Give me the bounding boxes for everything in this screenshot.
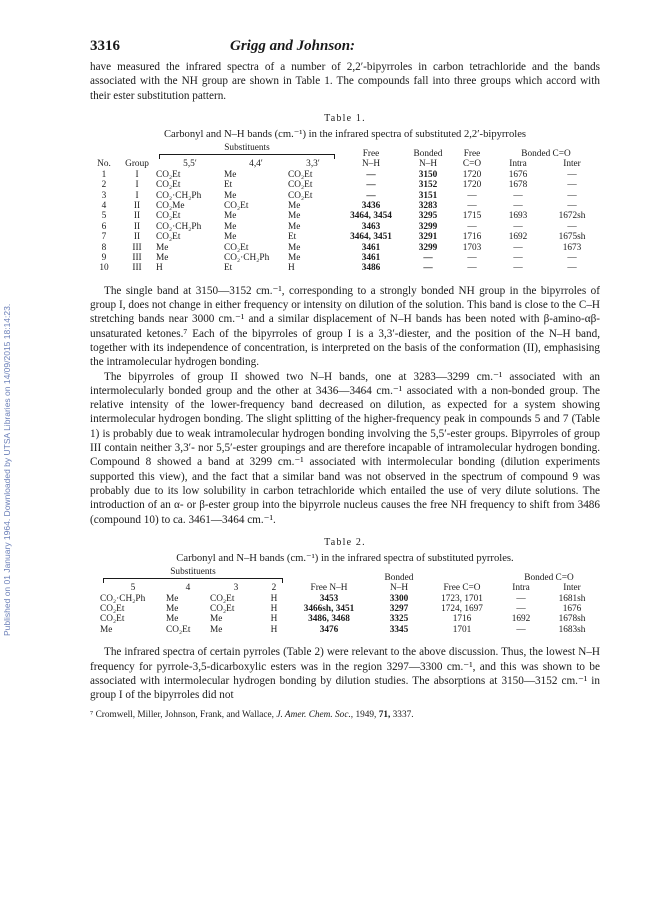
table-cell: —: [366, 169, 376, 180]
table-cell: Me: [166, 604, 179, 615]
table-row: [90, 170, 600, 180]
table-cell: Me: [288, 242, 301, 253]
table-cell: —: [467, 190, 477, 201]
table-cell: 3461: [361, 252, 381, 263]
table-cell: —: [567, 190, 577, 201]
table1-header-bonded-nh-2: N–H: [418, 159, 438, 170]
table2-caption: Carbonyl and N–H bands (cm.⁻¹) in the infrared spectra of substituted pyrroles.: [176, 552, 514, 564]
table-cell: Me: [288, 200, 301, 211]
table-cell: CO₂Et: [210, 604, 235, 615]
table-cell: 8: [101, 242, 107, 253]
table-cell: —: [567, 252, 577, 263]
table-cell: Et: [224, 263, 233, 274]
table-cell: CO₂Et: [100, 614, 125, 625]
footnote-year: 1949,: [355, 710, 377, 721]
table-cell: —: [467, 252, 477, 263]
table-cell: Me: [210, 624, 223, 635]
table-cell: 1723, 1701: [441, 593, 483, 604]
table1-header-free-nh-2: N–H: [361, 159, 381, 170]
table-cell: 1716: [462, 232, 482, 243]
table-cell: 3151: [418, 190, 438, 201]
table1-substituents-header: Substituents: [156, 143, 338, 159]
table-cell: 3299: [418, 221, 438, 232]
table-cell: —: [567, 263, 577, 274]
table-cell: —: [567, 221, 577, 232]
table-cell: 1676: [508, 169, 528, 180]
table-cell: 1692: [508, 232, 528, 243]
table-cell: CO₂Et: [156, 232, 181, 243]
table-cell: 3476: [319, 624, 339, 635]
table1-header-bonded-co: Bonded C=O: [521, 148, 571, 159]
table2-header-inter: Inter: [563, 583, 581, 594]
table-cell: 3299: [418, 242, 438, 253]
table-cell: CO₂Me: [156, 200, 185, 211]
footnote-authors: Cromwell, Miller, Johnson, Frank, and Wallace,: [95, 710, 274, 721]
footnote-volume: 71,: [378, 710, 391, 721]
table-cell: Me: [224, 211, 237, 222]
table-cell: —: [467, 221, 477, 232]
table-cell: 3464, 3454: [350, 211, 392, 222]
table2-header-bonded-nh-2: N–H: [389, 583, 409, 594]
table1-header-no: No.: [97, 159, 111, 170]
table-cell: 1716: [452, 614, 472, 625]
table-cell: 1724, 1697: [441, 604, 483, 615]
table1-header-bonded-nh: Bonded: [413, 148, 443, 159]
table-cell: 2: [101, 180, 107, 191]
table-cell: —: [516, 624, 526, 635]
table-cell: Me: [288, 211, 301, 222]
paragraph-2: The bipyrroles of group II showed two N–H bands, one at 3283—3299 cm.⁻¹ associated with an intermolecularly bonded group and the other at 3436—3464 cm.⁻¹ associated with a non-bonded group. The relative intensity of the lower-frequency band decreased on dilution, as expected for a system showing intermolecular hydrogen bonding. The slight splitting of the higher-frequency peak in compounds 5 and 7 (Table 1) is probably due to weak intramolecular hydrogen bonding involving the 5,5′-ester groups. Bipyrroles of group III contain neither 3,3′- nor 5,5′-ester groupings and are therefore incapable of intramolecular hydrogen bonding. Compound 8 showed a band at 3299 cm.⁻¹ associated with intermolecular bonding (dilution experiments supported this view), and the fact that a similar band was not observed in the spectrum of compound 9 was probably due to its low solubility in carbon tetrachloride which entailed the use of very dilute solutions. The introduction of an α- or β-ester group into the bipyrrole nucleus causes the free NH frequency to shift from 3486 (compound 10) to ca. 3461—3464 cm.⁻¹.: [90, 370, 600, 526]
table-row: [90, 222, 600, 232]
table-cell: 1681sh: [558, 593, 586, 604]
table1-header-free-co-2: C=O: [462, 159, 482, 170]
table-cell: 6: [101, 221, 107, 232]
table-row: [90, 201, 600, 211]
table2-title: Table 2.: [324, 536, 366, 548]
table-cell: CO₂·CH₂Ph: [156, 221, 202, 232]
table-cell: —: [513, 263, 523, 274]
table-cell: 1676: [562, 604, 582, 615]
table-cell: 1683sh: [558, 624, 586, 635]
table-cell: 1673: [562, 242, 582, 253]
table-cell: CO₂Et: [288, 169, 313, 180]
table-cell: —: [467, 200, 477, 211]
page-header: [90, 38, 600, 60]
table2-header-free-co: Free C=O: [443, 583, 481, 594]
table-cell: Me: [210, 614, 223, 625]
table-cell: Me: [288, 221, 301, 232]
running-head: Grigg and Johnson:: [230, 38, 356, 54]
table-cell: 1: [101, 169, 107, 180]
table-cell: CO₂Et: [288, 190, 313, 201]
page: [90, 38, 600, 720]
table-cell: II: [133, 232, 141, 243]
table-cell: —: [567, 180, 577, 191]
footnote-page: 3337.: [392, 710, 414, 721]
table-row: [90, 191, 600, 201]
table-cell: 3297: [389, 604, 409, 615]
table-cell: 1678: [508, 180, 528, 191]
table-cell: 1675sh: [558, 232, 586, 243]
table-row: [90, 232, 600, 242]
table2-header-4: 4: [185, 583, 191, 594]
table-cell: —: [567, 200, 577, 211]
table1-header-inter: Inter: [563, 159, 581, 170]
intro-paragraph: have measured the infrared spectra of a number of 2,2′-bipyrroles in carbon tetrachloride and the bands associated with the NH group are shown in Table 1. The compounds fall into three groups which accord with their ester substitution pattern.: [90, 61, 600, 102]
table-cell: 3461: [361, 242, 381, 253]
table-cell: H: [270, 604, 278, 615]
table2-header-2: 2: [271, 583, 277, 594]
table-cell: II: [133, 221, 141, 232]
table-cell: 3345: [389, 624, 409, 635]
table1-caption: Carbonyl and N–H bands (cm.⁻¹) in the infrared spectra of substituted 2,2′-bipyrroles: [163, 128, 527, 140]
table-cell: III: [132, 263, 142, 274]
table-cell: —: [513, 242, 523, 253]
table1-title: Table 1.: [324, 112, 366, 124]
table-cell: 3486: [361, 263, 381, 274]
table1-header-33: 3,3′: [306, 159, 320, 170]
table-cell: —: [366, 180, 376, 191]
table-cell: Me: [224, 190, 237, 201]
table2-header-free-nh: Free N–H: [310, 583, 348, 594]
table-cell: H: [270, 614, 278, 625]
table-cell: Me: [224, 221, 237, 232]
table2-header-bonded-nh: Bonded: [384, 572, 414, 583]
table-cell: —: [567, 169, 577, 180]
table-cell: 3: [101, 190, 107, 201]
table-cell: CO₂·CH₂Ph: [224, 252, 270, 263]
table-cell: II: [133, 211, 141, 222]
table-cell: —: [467, 263, 477, 274]
table-cell: 7: [101, 232, 107, 243]
table2-header-3: 3: [233, 583, 239, 594]
table-cell: —: [513, 200, 523, 211]
table1: [90, 143, 600, 274]
table-cell: 3466sh, 3451: [303, 604, 355, 615]
table-cell: 3436: [361, 200, 381, 211]
table-cell: —: [516, 604, 526, 615]
table2-substituents-header: Substituents: [100, 567, 286, 583]
table-cell: III: [132, 252, 142, 263]
table-cell: 9: [101, 252, 107, 263]
table-cell: I: [135, 190, 139, 201]
table-cell: 5: [101, 211, 107, 222]
table-cell: 1701: [452, 624, 472, 635]
table1-header-44: 4,4′: [249, 159, 263, 170]
table-row: [100, 625, 600, 635]
table-cell: —: [513, 221, 523, 232]
table-cell: 4: [101, 200, 107, 211]
table-cell: Me: [288, 252, 301, 263]
table-cell: CO₂·CH₂Ph: [156, 190, 202, 201]
table-cell: —: [423, 252, 433, 263]
table-cell: CO₂Et: [224, 200, 249, 211]
table-cell: 1720: [462, 180, 482, 191]
table-row: [90, 253, 600, 263]
table-cell: 3291: [418, 232, 438, 243]
page-number: 3316: [90, 38, 120, 54]
table-cell: —: [513, 190, 523, 201]
table-cell: CO₂Et: [100, 604, 125, 615]
table-cell: H: [270, 624, 278, 635]
table1-header-free-co: Free: [463, 148, 481, 159]
table-cell: CO₂Et: [156, 211, 181, 222]
table-cell: 3464, 3451: [350, 232, 392, 243]
table-row: [100, 614, 600, 624]
side-note: Published on 01 January 1964. Downloaded by UTSA Libraries on 14/09/2015 18:14:23.: [2, 303, 12, 637]
table-cell: CO₂Et: [288, 180, 313, 191]
table1-header-intra: Intra: [509, 159, 527, 170]
table-row: [90, 263, 600, 273]
paragraph-1: The single band at 3150—3152 cm.⁻¹, corresponding to a strongly bonded NH group in the bipyrroles of group I, does not change in either frequency or intensity on dilution of the solution. This band is close to the C–H stretching bands near 3000 cm.⁻¹ and a similar displacement of N–H bands has been noted with β-amino-αβ-unsaturated ketones.⁷ Each of the bipyrroles of group I is a 3,3′-diester, and the position of the N–H band, together with its independence of concentration, is interpreted on the basis of the conformation (II), emphasising the intramolecular hydrogen bonding.: [90, 284, 600, 369]
table-cell: 1672sh: [558, 211, 586, 222]
table-cell: 3295: [418, 211, 438, 222]
table-cell: 3152: [418, 180, 438, 191]
table-cell: I: [135, 180, 139, 191]
table-cell: I: [135, 169, 139, 180]
table-cell: 1693: [508, 211, 528, 222]
table-cell: 3325: [389, 614, 409, 625]
table1-header-55: 5,5′: [183, 159, 197, 170]
footnote: [90, 710, 600, 720]
table-cell: Et: [288, 232, 297, 243]
table-cell: Me: [156, 252, 169, 263]
table-cell: 3150: [418, 169, 438, 180]
table-row: [100, 604, 600, 614]
table-cell: 3453: [319, 593, 339, 604]
table-cell: Me: [166, 593, 179, 604]
footnote-marker: ⁷: [90, 710, 94, 721]
table-cell: H: [156, 263, 163, 274]
table-cell: Me: [156, 242, 169, 253]
table-cell: —: [423, 263, 433, 274]
table-cell: 1692: [511, 614, 531, 625]
table-cell: 3283: [418, 200, 438, 211]
table-cell: Et: [224, 180, 233, 191]
table-cell: 3463: [361, 221, 381, 232]
table-row: [90, 243, 600, 253]
table-cell: III: [132, 242, 142, 253]
table-cell: CO₂Et: [156, 180, 181, 191]
table-cell: H: [288, 263, 295, 274]
footnote-journal: J. Amer. Chem. Soc.,: [276, 710, 354, 721]
table-cell: —: [513, 252, 523, 263]
table-cell: CO₂Et: [224, 242, 249, 253]
table-cell: II: [133, 200, 141, 211]
table1-header-group: Group: [125, 159, 149, 170]
table-cell: CO₂·CH₂Ph: [100, 593, 146, 604]
table-cell: 10: [99, 263, 109, 274]
table2-header-5: 5: [130, 583, 136, 594]
table-row: [90, 180, 600, 190]
table-cell: Me: [166, 614, 179, 625]
table-row: [100, 594, 600, 604]
table-cell: 1715: [462, 211, 482, 222]
table-cell: Me: [100, 624, 113, 635]
table-cell: 1720: [462, 169, 482, 180]
table-cell: 3300: [389, 593, 409, 604]
table-cell: Me: [224, 232, 237, 243]
table-row: [90, 211, 600, 221]
table-cell: 3486, 3468: [308, 614, 350, 625]
table-cell: —: [366, 190, 376, 201]
table-cell: CO₂Et: [156, 169, 181, 180]
table-cell: 1678sh: [558, 614, 586, 625]
table-cell: CO₂Et: [210, 593, 235, 604]
table-cell: H: [270, 593, 278, 604]
table-cell: —: [516, 593, 526, 604]
table-cell: 1703: [462, 242, 482, 253]
table-cell: Me: [224, 169, 237, 180]
table-cell: CO₂Et: [166, 624, 191, 635]
table1-header-free-nh: Free: [362, 148, 380, 159]
table2-header-intra: Intra: [512, 583, 530, 594]
table2-header-bonded-co: Bonded C=O: [524, 572, 574, 583]
table2: [100, 567, 600, 635]
paragraph-3: The infrared spectra of certain pyrroles (Table 2) were relevant to the above discussion. Thus, the lowest N–H frequency for pyrrole-3,5-dicarboxylic esters was in the region 3297—3300 cm.⁻¹, and this was shown to be associated with intermolecular hydrogen bonding by dilution studies. The absorptions at 3150—3152 cm.⁻¹ in group I of the bipyrroles did not: [90, 646, 600, 702]
